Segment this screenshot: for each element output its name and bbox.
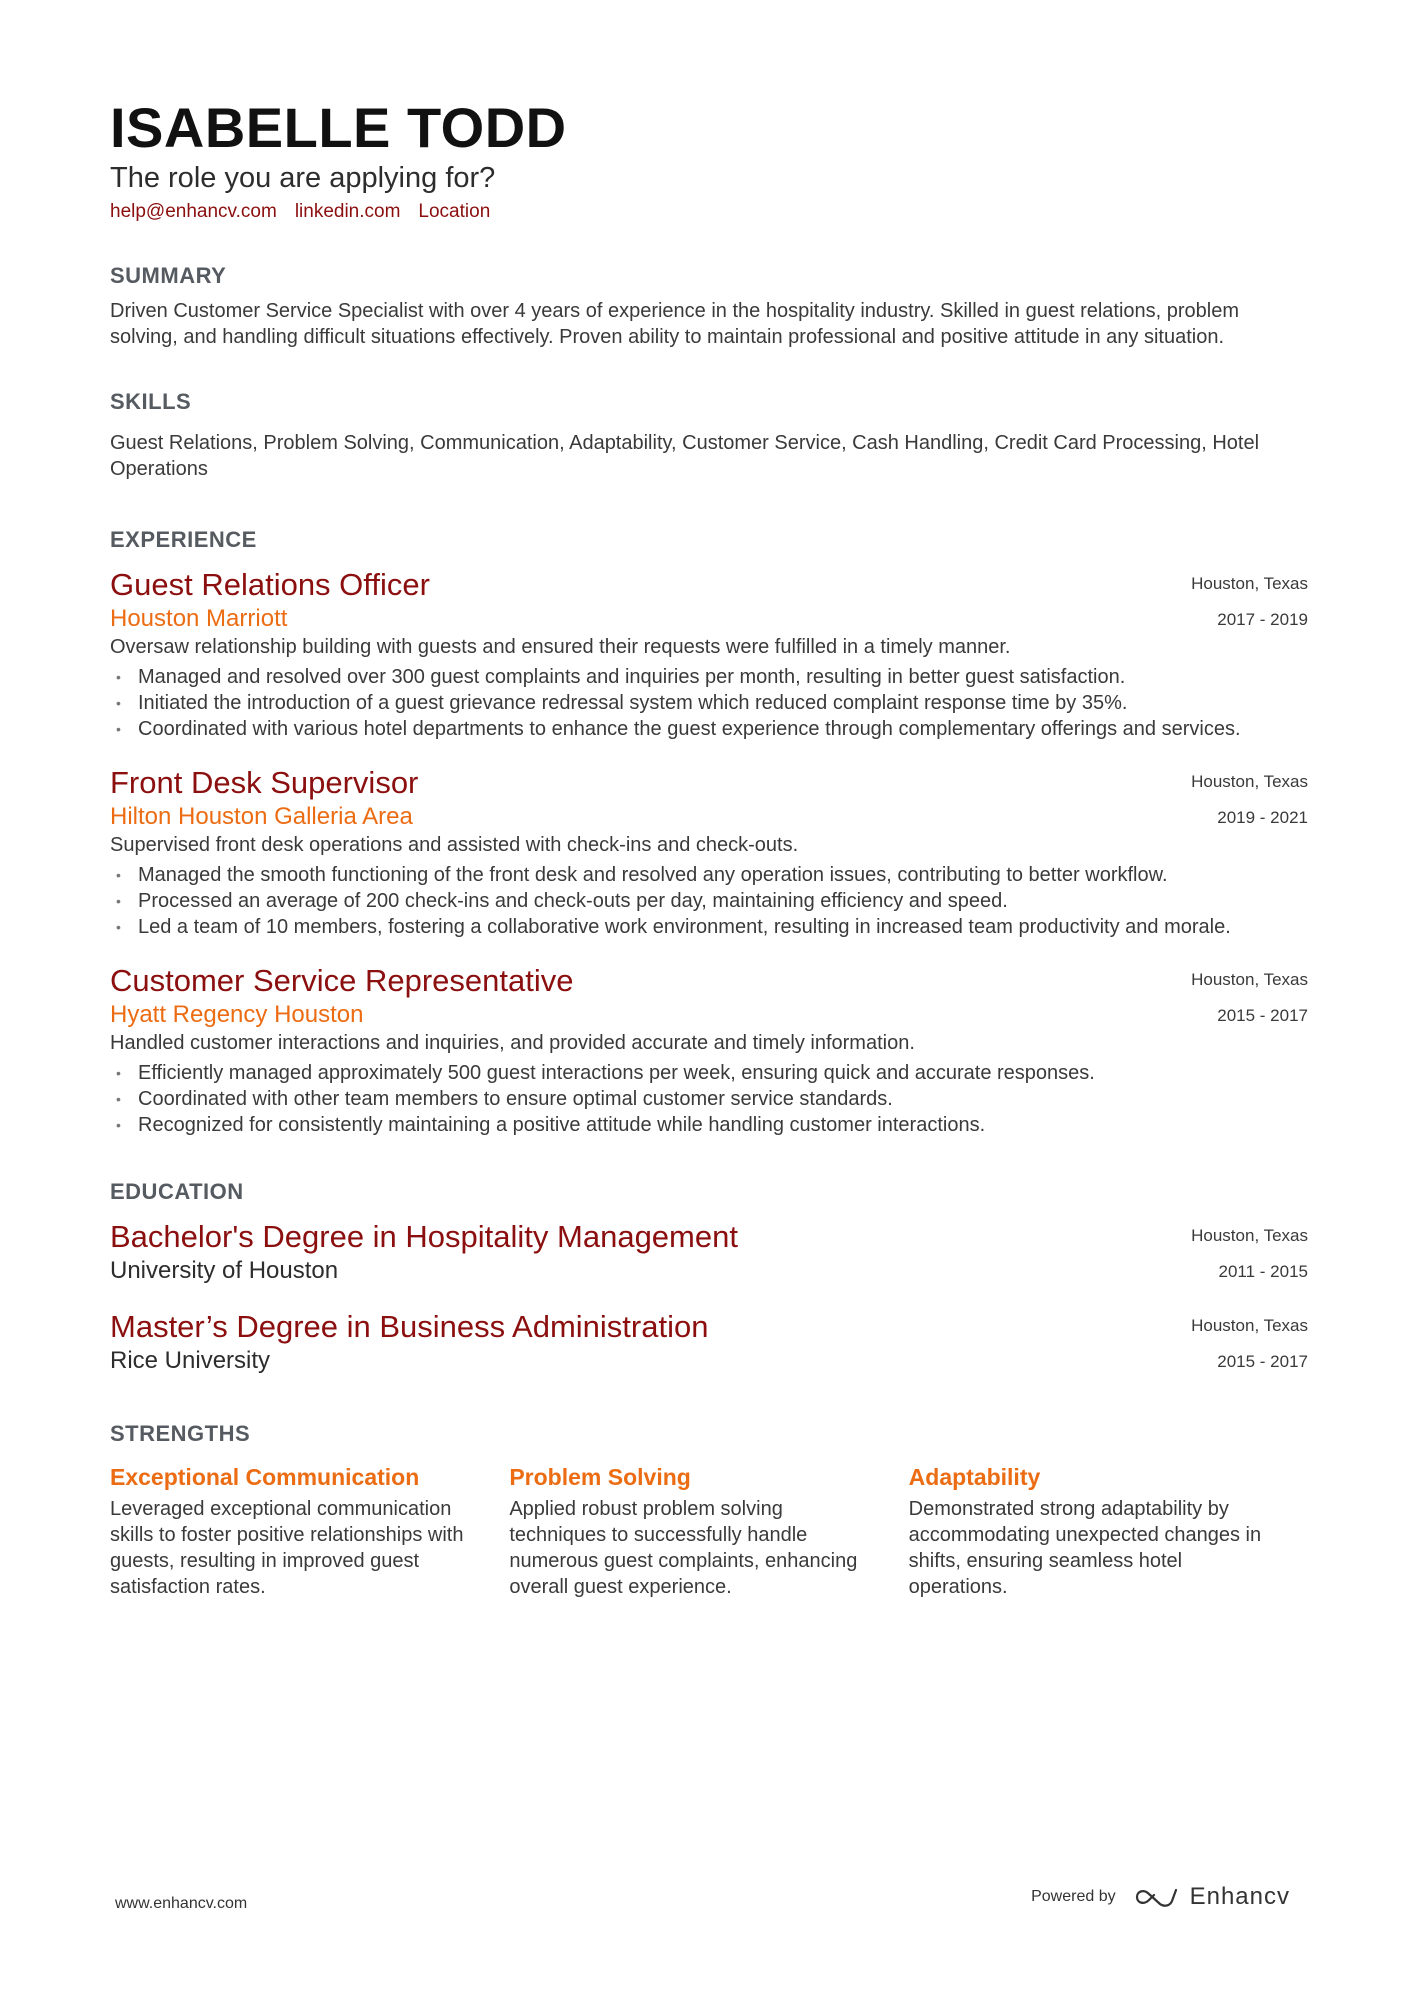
bullet-item: • Led a team of 10 members, fostering a collaborative work environment, resulting in increased team productivity and morale. [116, 916, 1231, 938]
summary-text: Driven Customer Service Specialist with over 4 years of experience in the hospitality industry. Skilled in guest relations, problem solving, and handling difficult situations effectively. Proven ability to maintain professional and positive attitude in any situation. [110, 300, 1240, 348]
bullet-item: • Managed and resolved over 300 guest complaints and inquiries per month, resulting in better guest satisfaction. [116, 666, 1126, 688]
strength-text: Demonstrated strong adaptability by accommodating unexpected changes in shifts, ensuring seamless hotel operations. [908, 1498, 1262, 1598]
education-location: Houston, Texas [1191, 1316, 1308, 1335]
strength-item [909, 1462, 1308, 1600]
job-dates: 2015 - 2017 [1217, 1006, 1308, 1025]
degree-title: Master’s Degree in Business Administration [110, 1309, 709, 1344]
bullet-dot-icon: • [116, 867, 121, 883]
bullet-dot-icon: • [116, 893, 121, 909]
job-description: Supervised front desk operations and assisted with check-ins and check-outs. [110, 834, 799, 856]
strength-text: Leveraged exceptional communication skills to foster positive relationships with guests, resulting in improved guest satisfaction rates. [110, 1498, 464, 1598]
institution-name: University of Houston [110, 1257, 339, 1284]
bullet-dot-icon: • [116, 1091, 121, 1107]
company-name: Hilton Houston Galleria Area [110, 803, 413, 830]
company-name: Hyatt Regency Houston [110, 1001, 364, 1028]
education-dates: 2011 - 2015 [1218, 1262, 1308, 1281]
job-description: Handled customer interactions and inquiries, and provided accurate and timely information. [110, 1032, 915, 1054]
bullet-dot-icon: • [116, 695, 121, 711]
enhancv-logo-icon [1134, 1885, 1180, 1909]
degree-title: Bachelor's Degree in Hospitality Management [110, 1219, 738, 1254]
resume-page [110, 96, 1308, 1600]
footer-branding [1031, 1883, 1290, 1911]
bullet-list [110, 664, 1308, 742]
bullet-dot-icon: • [116, 919, 121, 935]
contact-row [110, 200, 1308, 224]
strength-item [509, 1462, 908, 1600]
institution-name: Rice University [110, 1347, 271, 1374]
skills-text: Guest Relations, Problem Solving, Communication, Adaptability, Customer Service, Cash Handling, Credit Card Processing, Hotel Operations [110, 432, 1260, 480]
education-entry [110, 1218, 1308, 1286]
job-location: Houston, Texas [1191, 970, 1308, 989]
bullet-item: • Processed an average of 200 check-ins and check-outs per day, maintaining efficiency and speed. [116, 890, 1008, 912]
education-dates: 2015 - 2017 [1217, 1352, 1308, 1371]
bullet-item: • Coordinated with various hotel departments to enhance the guest experience through complementary offerings and services. [116, 718, 1241, 740]
job-dates: 2017 - 2019 [1217, 610, 1308, 629]
bullet-dot-icon: • [116, 721, 121, 737]
linkedin-link[interactable]: linkedin.com [294, 201, 401, 222]
job-dates: 2019 - 2021 [1217, 808, 1308, 827]
job-title: Customer Service Representative [110, 963, 574, 998]
company-name: Houston Marriott [110, 605, 288, 632]
brand-name: Enhancv [1189, 1883, 1290, 1910]
bullet-item: • Recognized for consistently maintaining a positive attitude while handling customer interactions. [116, 1114, 986, 1136]
job-title: Guest Relations Officer [110, 567, 430, 602]
location-text: Location [418, 201, 491, 222]
footer-website[interactable]: www.enhancv.com [115, 1895, 248, 1912]
education-location: Houston, Texas [1191, 1226, 1308, 1245]
enhancv-logo[interactable] [1134, 1883, 1290, 1911]
experience-entry [110, 962, 1308, 1138]
bullet-dot-icon: • [116, 1117, 121, 1133]
bullet-dot-icon: • [116, 1065, 121, 1081]
job-location: Houston, Texas [1191, 574, 1308, 593]
powered-by-text: Powered by [1031, 1888, 1116, 1905]
bullet-item: • Coordinated with other team members to ensure optimal customer service standards. [116, 1088, 893, 1110]
strengths-grid [110, 1462, 1308, 1600]
bullet-list [110, 862, 1308, 940]
candidate-name: ISABELLE TODD [110, 96, 567, 159]
strength-title: Adaptability [908, 1464, 1041, 1490]
email-link[interactable]: help@enhancv.com [110, 201, 277, 222]
experience-heading: EXPERIENCE [110, 527, 257, 552]
experience-entry [110, 566, 1308, 742]
bullet-item: • Managed the smooth functioning of the front desk and resolved any operation issues, contributing to better workflow. [116, 864, 1168, 886]
summary-heading: SUMMARY [110, 263, 227, 288]
bullet-item: • Initiated the introduction of a guest grievance redressal system which reduced complaint response time by 35%. [116, 692, 1128, 714]
strength-title: Problem Solving [509, 1464, 691, 1490]
target-role: The role you are applying for? [110, 162, 496, 194]
education-heading: EDUCATION [110, 1179, 244, 1204]
job-title: Front Desk Supervisor [110, 765, 419, 800]
skills-heading: SKILLS [110, 389, 192, 414]
job-location: Houston, Texas [1191, 772, 1308, 791]
strengths-heading: STRENGTHS [110, 1421, 251, 1446]
bullet-dot-icon: • [116, 669, 121, 685]
experience-entry [110, 764, 1308, 940]
bullet-item: • Efficiently managed approximately 500 guest interactions per week, ensuring quick and accurate responses. [116, 1062, 1095, 1084]
strength-title: Exceptional Communication [110, 1464, 420, 1490]
strength-text: Applied robust problem solving techniques to successfully handle numerous guest complaints, enhancing overall guest experience. [509, 1498, 858, 1598]
job-description: Oversaw relationship building with guests and ensured their requests were fulfilled in a timely manner. [110, 636, 1011, 658]
education-entry [110, 1308, 1308, 1376]
bullet-list [110, 1060, 1308, 1138]
strength-item [110, 1462, 509, 1600]
